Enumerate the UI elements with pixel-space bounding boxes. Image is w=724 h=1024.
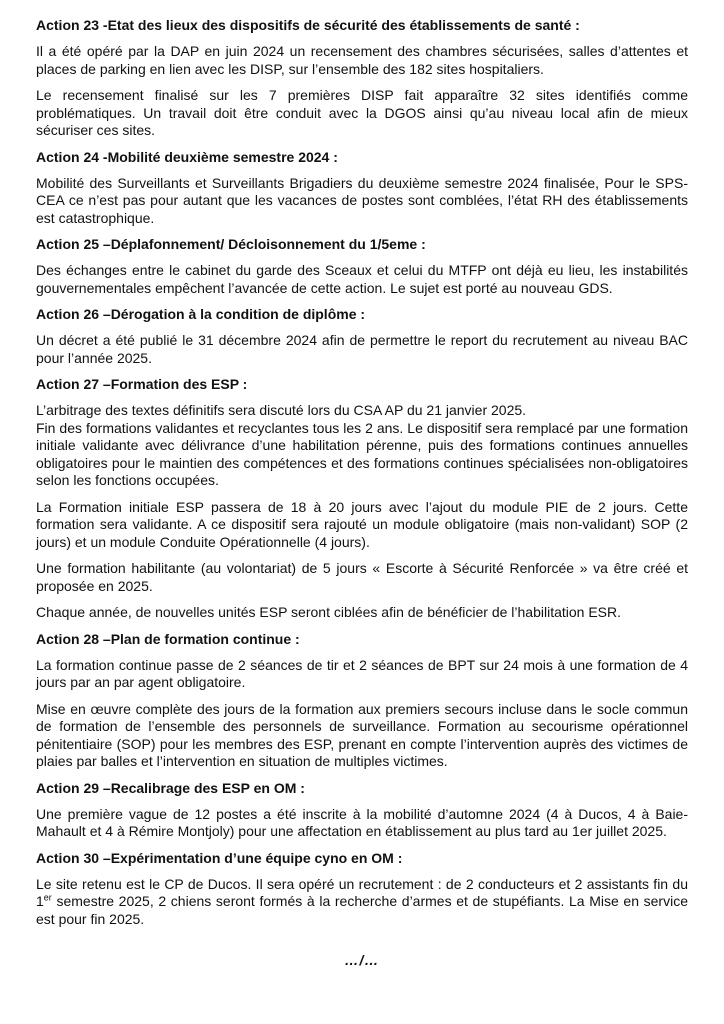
section-action-25 — [36, 236, 688, 297]
section-action-29 — [36, 780, 688, 841]
paragraph: La Formation initiale ESP passera de 18 à 20 jours avec l’ajout du module PIE de 2 jours. Cette formation sera validante. A ce dispositif sera rajouté un module obligatoire (mais non-validant) SOP (2 jours) et un module Conduite Opérationnelle (4 jours). — [36, 498, 688, 550]
section-action-30 — [36, 850, 688, 929]
section-action-28 — [36, 631, 688, 771]
paragraph: Chaque année, de nouvelles unités ESP seront ciblées afin de bénéficier de l’habilitation ESR. — [36, 604, 622, 620]
paragraph: Des échanges entre le cabinet du garde des Sceaux et celui du MTFP ont déjà eu lieu, les instabilités gouvernementales empêchent l’avancée de cette action. Le sujet est porté au nouveau GDS. — [36, 262, 688, 296]
section-heading: Action 25 –Déplafonnement/ Décloisonnement du 1/5eme : — [36, 236, 426, 252]
section-action-24 — [36, 149, 688, 228]
paragraph: Un décret a été publié le 31 décembre 2024 afin de permettre le report du recrutement au niveau BAC pour l’année 2025. — [36, 332, 688, 366]
paragraph: Mobilité des Surveillants et Surveillants Brigadiers du deuxième semestre 2024 finalisée, Pour le SPS-CEA ce n’est pas pour autant que les vacances de postes sont comblées, l’état RH des établissements est catastrophique. — [36, 174, 688, 226]
section-heading: Action 27 –Formation des ESP : — [36, 376, 248, 392]
paragraph: Il a été opéré par la DAP en juin 2024 un recensement des chambres sécurisées, salles d’attentes et places de parking en lien avec les DISP, sur l’ensemble des 182 sites hospitaliers. — [36, 43, 688, 77]
paragraph: Une formation habilitante (au volontariat) de 5 jours « Escorte à Sécurité Renforcée » va être créé et proposée en 2025. — [36, 560, 688, 594]
paragraph: L’arbitrage des textes définitifs sera discuté lors du CSA AP du 21 janvier 2025. — [36, 402, 527, 418]
ordinal-superscript: er — [43, 892, 52, 903]
paragraph — [36, 876, 688, 929]
section-heading: Action 26 –Dérogation à la condition de diplôme : — [36, 306, 366, 322]
section-heading: Action 30 –Expérimentation d’une équipe cyno en OM : — [36, 849, 403, 866]
paragraph-text: Le site retenu est le CP de Ducos. Il sera opéré un recrutement : de 2 conducteurs et 2 assistants fin du 1 — [36, 875, 688, 909]
paragraph: Fin des formations validantes et recyclantes tous les 2 ans. Le dispositif sera remplacé par une formation initiale validante avec délivrance d’une habilitation pérenne, puis des formations continues annuelles obligatoires pour le maintien des compétences et des formations continues spécialisées non-obligatoires selon les fonctions occupées. — [36, 419, 688, 488]
paragraph: Le recensement finalisé sur les 7 premières DISP fait apparaître 32 sites identifiés comme problématiques. Un travail doit être conduit avec la DGOS ainsi qu’au niveau local afin de mieux sécuriser ces sites. — [36, 87, 688, 138]
paragraph: Une première vague de 12 postes a été inscrite à la mobilité d’automne 2024 (4 à Ducos, 4 à Baie-Mahault et 4 à Rémire Montjoly) pour une affectation en établissement au plus tard au 1er juillet 2025. — [36, 805, 688, 839]
section-heading: Action 23 -Etat des lieux des dispositifs de sécurité des établissements de santé : — [36, 17, 580, 33]
section-heading: Action 29 –Recalibrage des ESP en OM : — [36, 779, 305, 796]
paragraph: Mise en œuvre complète des jours de la formation aux premiers secours incluse dans le socle commun de formation de l’ensemble des personnels de surveillance. Formation au secourisme opérationnel pénitentiaire (SOP) pour les membres des ESP, prenant en compte l’intervention auprès des victimes de plaies par balles et l’intervention en situation de multiples victimes. — [36, 700, 688, 769]
page-continuation-mark: …/… — [344, 952, 380, 968]
section-action-23 — [36, 17, 688, 140]
section-action-26 — [36, 306, 688, 367]
paragraph-text: semestre 2025, 2 chiens seront formés à la recherche d’armes et de stupéfiants. La Mise en service est pour fin 2025. — [36, 893, 688, 927]
section-heading: Action 28 –Plan de formation continue : — [36, 630, 300, 647]
section-heading: Action 24 -Mobilité deuxième semestre 2024 : — [36, 148, 338, 165]
paragraph: La formation continue passe de 2 séances de tir et 2 séances de BPT sur 24 mois à une formation de 4 jours par an par agent obligatoire. — [36, 656, 688, 690]
section-action-27 — [36, 376, 688, 622]
